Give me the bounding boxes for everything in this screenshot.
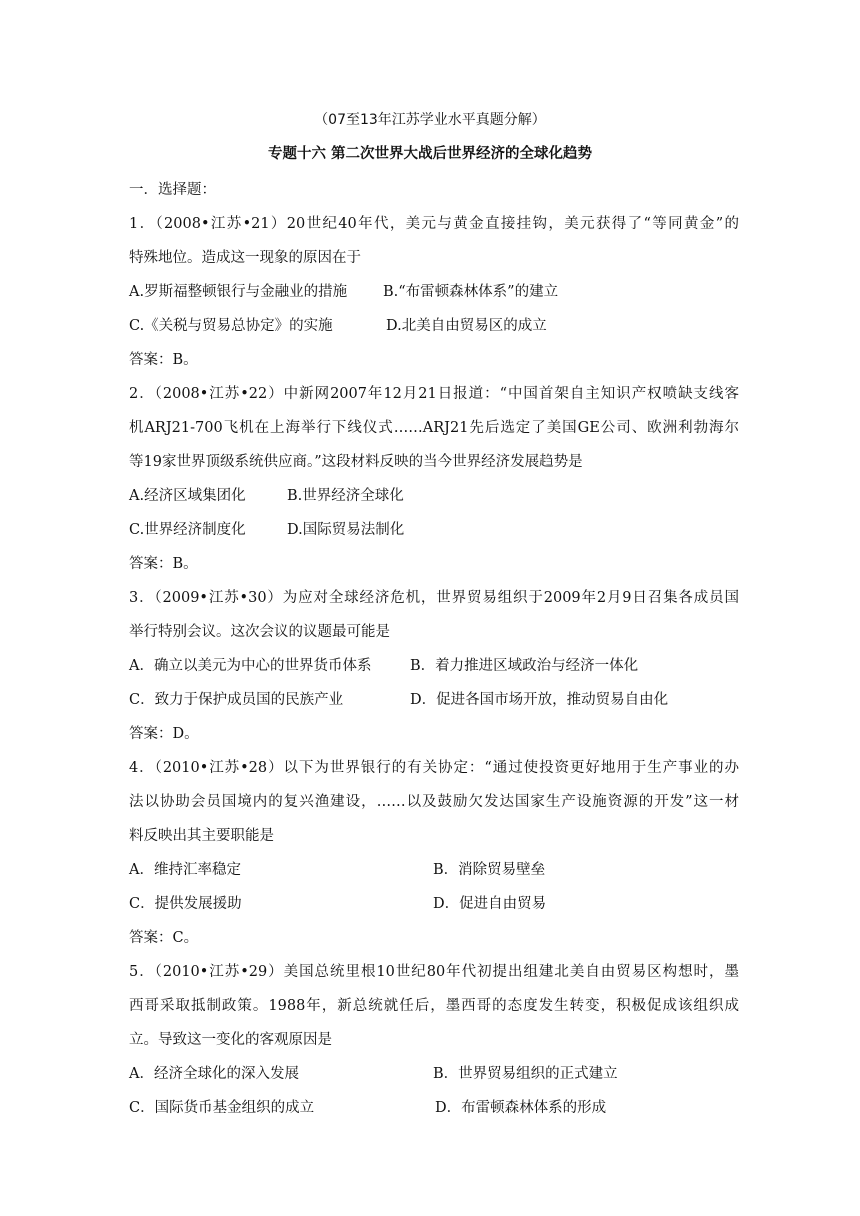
- question-5-option-c: C．国际货币基金组织的成立: [129, 1100, 315, 1116]
- question-3-option-a: A．确立以美元为中心的世界货币体系: [129, 658, 372, 674]
- question-2-option-d: D.国际贸易法制化: [287, 522, 405, 538]
- question-5-stem-line-3: 立。导致这一变化的客观原因是: [129, 1032, 332, 1048]
- question-1-answer: 答案：B。: [129, 352, 198, 368]
- question-2-option-a: A.经济区域集团化: [129, 488, 246, 504]
- question-2-option-c: C.世界经济制度化: [129, 522, 246, 538]
- question-3-stem-line-2: 举行特别会议。这次会议的议题最可能是: [129, 624, 390, 640]
- question-2-option-b: B.世界经济全球化: [287, 488, 404, 504]
- question-2-answer: 答案：B。: [129, 556, 198, 572]
- question-4-stem-line-2: 法以协助会员国境内的复兴渔建设，……以及鼓励欠发达国家生产设施资源的开发”这一材: [129, 794, 739, 810]
- question-3-stem-line-1: 3．（2009•江苏•30）为应对全球经济危机，世界贸易组织于2009年2月9日召集各成员国: [129, 590, 739, 606]
- question-5-stem-line-1: 5．（2010•江苏•29）美国总统里根10世纪80年代初提出组建北美自由贸易区构想时，墨: [129, 964, 739, 980]
- question-1-stem-line-1: 1．（2008•江苏•21）20世纪40年代，美元与黄金直接挂钩，美元获得了“等同黄金”的: [129, 216, 739, 232]
- document-subtitle: （07至13年江苏学业水平真题分解）: [314, 112, 546, 128]
- question-5-option-b: B．世界贸易组织的正式建立: [433, 1066, 618, 1082]
- document-title: 专题十六 第二次世界大战后世界经济的全球化趋势: [267, 146, 593, 162]
- question-4-option-b: B．消除贸易壁垒: [433, 862, 546, 878]
- question-2-stem-line-3: 等19家世界顶级系统供应商。”这段材料反映的当今世界经济发展趋势是: [129, 454, 583, 470]
- question-4-option-c: C．提供发展援助: [129, 896, 242, 912]
- question-4-stem-line-1: 4．（2010•江苏•28）以下为世界银行的有关协定：“通过使投资更好地用于生产事业的办: [129, 760, 739, 776]
- question-3-option-d: D．促进各国市场开放，推动贸易自由化: [410, 692, 669, 708]
- question-5-stem-line-2: 西哥采取抵制政策。1988年，新总统就任后，墨西哥的态度发生转变，积极促成该组织成: [129, 998, 739, 1014]
- question-2-stem-line-2: 机ARJ21-700飞机在上海举行下线仪式……ARJ21先后选定了美国GE公司、欧洲利勃海尔: [129, 420, 739, 436]
- question-3-option-c: C．致力于保护成员国的民族产业: [129, 692, 344, 708]
- question-2-stem-line-1: 2．（2008•江苏•22）中新网2007年12月21日报道：“中国首架自主知识产权喷缺支线客: [129, 386, 739, 402]
- question-1-option-d: D.北美自由贸易区的成立: [386, 318, 547, 334]
- question-4-option-a: A．维持汇率稳定: [129, 862, 241, 878]
- question-3-answer: 答案：D。: [129, 726, 199, 742]
- question-5-option-d: D．布雷顿森林体系的形成: [435, 1100, 607, 1116]
- question-1-option-a: A.罗斯福整顿银行与金融业的措施: [129, 284, 348, 300]
- question-4-option-d: D．促进自由贸易: [433, 896, 547, 912]
- question-5-option-a: A．经济全球化的深入发展: [129, 1066, 299, 1082]
- question-1-stem-line-2: 特殊地位。造成这一现象的原因在于: [129, 250, 361, 266]
- question-3-option-b: B．着力推进区域政治与经济一体化: [410, 658, 639, 674]
- question-1-option-c: C.《关税与贸易总协定》的实施: [129, 318, 333, 334]
- section-heading: 一．选择题：: [129, 182, 216, 198]
- question-4-answer: 答案：C。: [129, 930, 199, 946]
- question-1-option-b: B.“布雷顿森林体系”的建立: [383, 284, 559, 300]
- question-4-stem-line-3: 料反映出其主要职能是: [129, 828, 274, 844]
